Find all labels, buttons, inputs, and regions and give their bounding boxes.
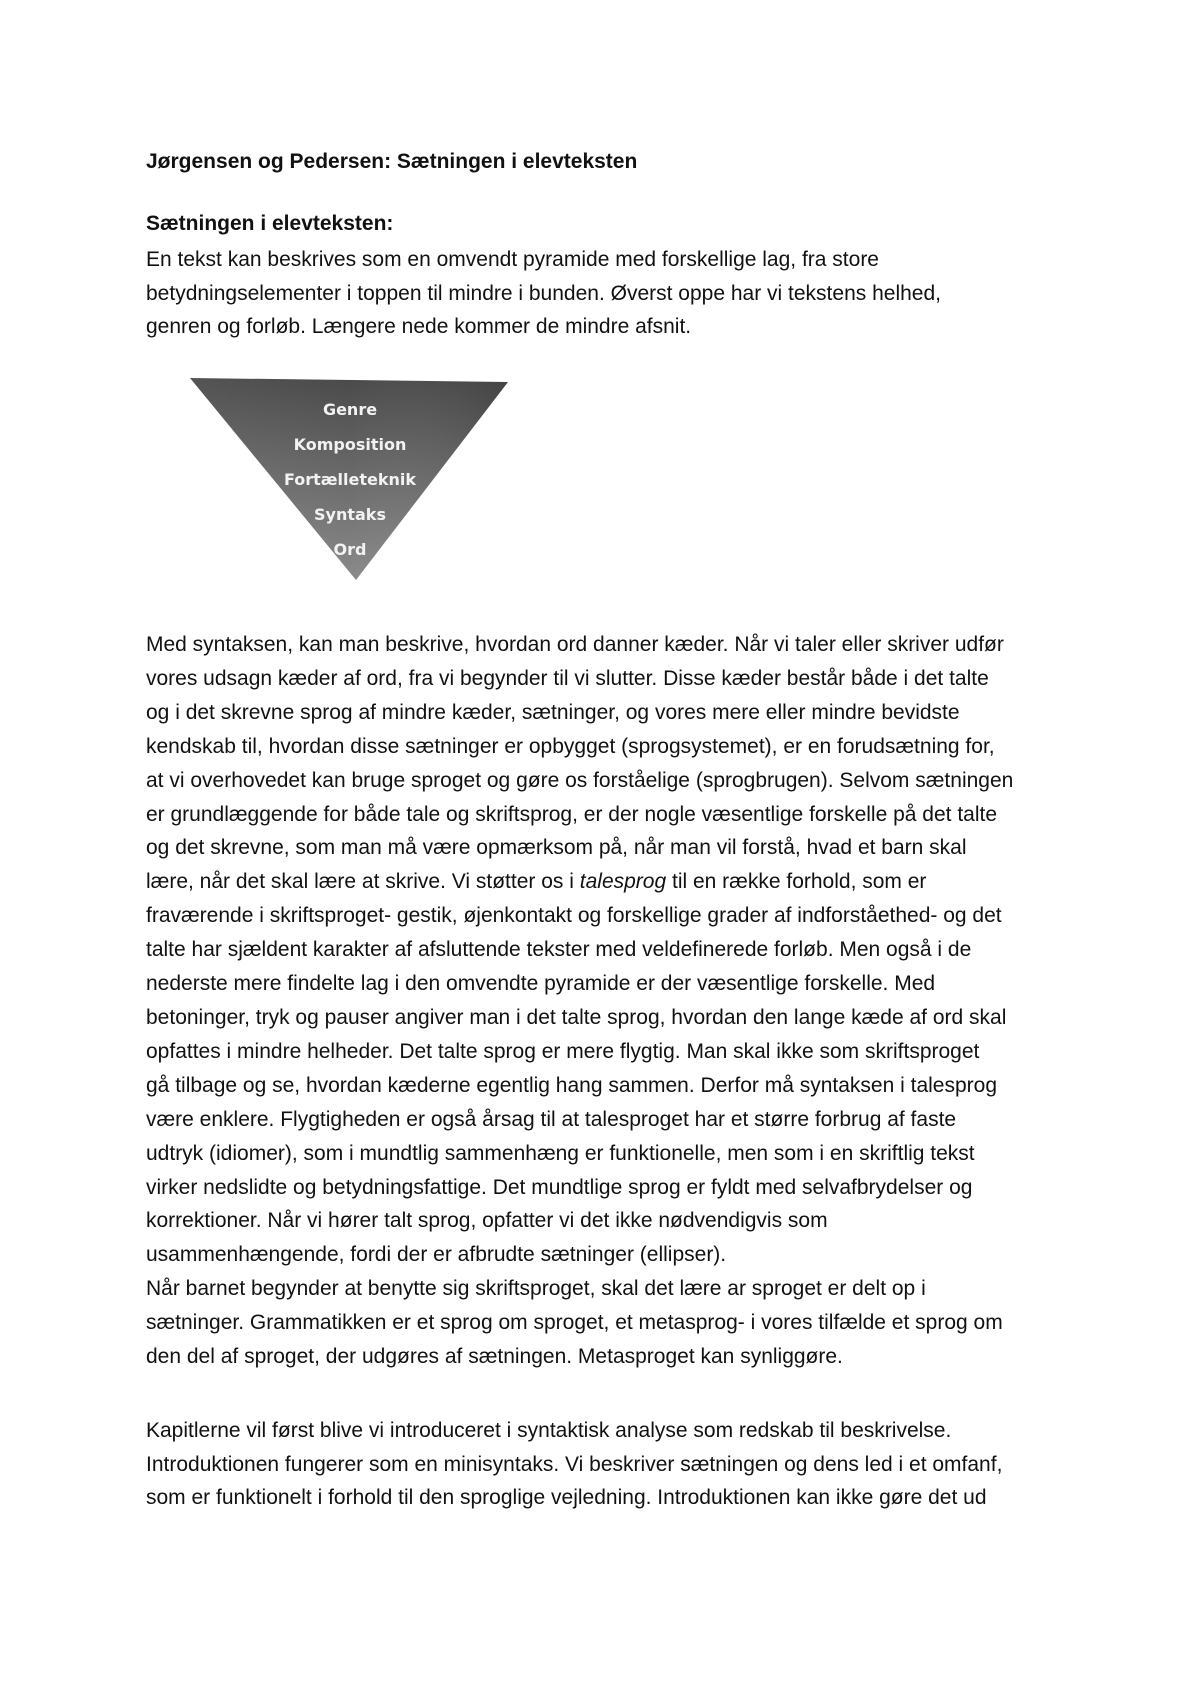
pyramid-label-komposition: Komposition: [293, 435, 407, 454]
pyramid-label-ord: Ord: [333, 540, 367, 559]
text-line: genren og forløb. Længere nede kommer de mindre afsnit.: [146, 315, 692, 339]
text-line: nederste mere findelte lag i den omvendte pyramide er der væsentlige forskelle. Med: [146, 972, 936, 996]
text-line: gå tilbage og se, hvordan kæderne egentlig hang sammen. Derfor må syntaksen i talesprog: [146, 1073, 997, 1097]
text-line: Kapitlerne vil først blive vi introduceret i syntaktisk analyse som redskab til beskrivelse.: [146, 1419, 952, 1442]
final-paragraph: [146, 1414, 1066, 1515]
text-line: som er funktionelt i forhold til den sproglige vejledning. Introduktionen kan ikke gøre det ud: [146, 1486, 987, 1510]
pyramid-label-syntaks: Syntaks: [314, 505, 386, 524]
text-segment: lære, når det skal lære at skrive. Vi støtter os i: [146, 870, 580, 894]
text-line: er grundlæggende for både tale og skriftsprog, er der nogle væsentlige forskelle på det talte: [146, 802, 998, 826]
text-line: virker nedslidte og betydningsfattige. Det mundtlige sprog er fyldt med selvafbrydelser og: [146, 1175, 973, 1199]
text-line: usammenhængende, fordi der er afbrudte sætninger (ellipser).: [146, 1243, 727, 1267]
text-line: sætninger. Grammatikken er et sprog om sproget, et metasprog- i vores tilfælde et sprog om: [146, 1311, 1003, 1335]
text-line: og det skrevne, som man må være opmærksom på, når man vil forstå, hvad et barn skal: [146, 836, 967, 860]
text-line: være enklere. Flygtigheden er også årsag til at talesproget har et større forbrug af faste: [146, 1107, 957, 1131]
italic-term-talesprog: talesprog: [579, 870, 667, 894]
text-line: En tekst kan beskrives som en omvendt pyramide med forskellige lag, fra store: [146, 248, 879, 271]
pyramid-label-fortaelleteknik: Fortælleteknik: [283, 470, 417, 489]
document-title: Jørgensen og Pedersen: Sætningen i elevteksten: [146, 150, 638, 173]
text-line: og i det skrevne sprog af mindre kæder, sætninger, og vores mere eller mindre bevidste: [146, 700, 960, 724]
section-heading: Sætningen i elevteksten:: [146, 212, 394, 235]
text-line: Introduktionen fungerer som en minisyntaks. Vi beskriver sætningen og dens led i et omfanf,: [146, 1452, 1003, 1476]
main-paragraph: [146, 628, 1066, 1374]
text-line: den del af sproget, der udgøres af sætningen. Metasproget kan synliggøre.: [146, 1345, 843, 1369]
text-line: udtryk (idiomer), som i mundtlig sammenhæng er funktionelle, men som i en skriftlig tekst: [146, 1141, 975, 1165]
text-line-with-italic: [146, 865, 1066, 899]
intro-paragraph: [146, 243, 1066, 344]
text-line: talte har sjældent karakter af afsluttende tekster med veldefinerede forløb. Men også i de: [146, 938, 972, 962]
text-line: betydningselementer i toppen til mindre i bunden. Øverst oppe har vi tekstens helhed,: [146, 281, 941, 305]
text-line: fraværende i skriftsproget- gestik, øjenkontakt og forskellige grader af indforståethed- og det: [146, 904, 1002, 928]
text-segment: til en række forhold, som er: [666, 870, 927, 894]
text-line: at vi overhovedet kan bruge sproget og gøre os forståelige (sprogbrugen). Selvom sætningen: [146, 768, 1014, 792]
text-line: Når barnet begynder at benytte sig skriftsproget, skal det lære ar sproget er delt op i: [146, 1277, 926, 1301]
text-line: Med syntaksen, kan man beskrive, hvordan ord danner kæder. Når vi taler eller skriver udfør: [146, 633, 1004, 656]
text-line: vores udsagn kæder af ord, fra vi begynder til vi slutter. Disse kæder består både i det talte: [146, 666, 989, 690]
text-line: korrektioner. Når vi hører talt sprog, opfatter vi det ikke nødvendigvis som: [146, 1209, 828, 1233]
pyramid-label-genre: Genre: [322, 400, 378, 419]
text-line: opfattes i mindre helheder. Det talte sprog er mere flygtig. Man skal ikke som skriftsproget: [146, 1039, 980, 1063]
text-line: betoninger, tryk og pauser angiver man i det talte sprog, hvordan den lange kæde af ord skal: [146, 1005, 1007, 1029]
inverted-pyramid-figure: [186, 374, 512, 584]
text-line: kendskab til, hvordan disse sætninger er opbygget (sprogsystemet), er en forudsætning for,: [146, 734, 995, 758]
